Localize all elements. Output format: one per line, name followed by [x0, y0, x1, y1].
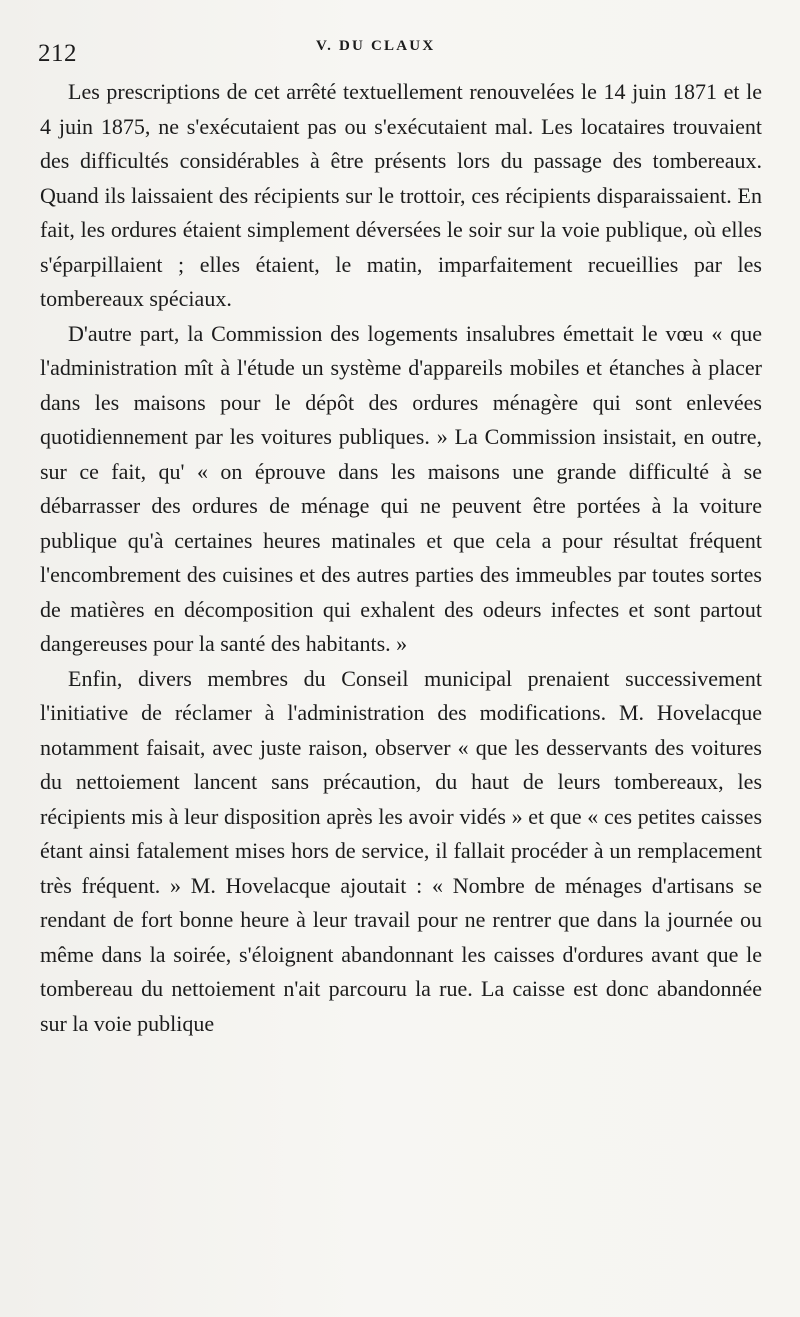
- paragraph: D'autre part, la Commission des logements insalubres émettait le vœu « que l'administration mît à l'étude un système d'appareils mobiles et étanches à placer dans les maisons pour le dépôt des ordures ménagère qui sont enlevées quotidiennement par les voitures publiques. » La Commission insistait, en outre, sur ce fait, qu' « on éprouve dans les maisons une grande difficulté à se débarrasser des ordures de ménage qui ne peuvent être portées à la voiture publique qu'à certaines heures matinales et que cela a pour résultat fréquent l'encombrement des cuisines et des autres parties des immeubles par toutes sortes de matières en décomposition qui exhalent des odeurs infectes et sont partout dangereuses pour la santé des habitants. »: [40, 320, 762, 656]
- page-number: 212: [38, 40, 77, 67]
- paragraph: Enfin, divers membres du Conseil municipal prenaient successivement l'initiative de réclamer à l'administration des modifications. M. Hovelacque notamment faisait, avec juste raison, observer « que les desservants des voitures du nettoiement lancent sans précaution, du haut de leurs tombereaux, les récipients mis à leur disposition après les avoir vidés » et que « ces petites caisses étant ainsi fatalement mises hors de service, il fallait procéder à un remplacement très fréquent. » M. Hovelacque ajoutait : « Nombre de ménages d'artisans se rendant de fort bonne heure à leur travail pour ne rentrer que dans la journée ou même dans la soirée, s'éloignent abandonnant les caisses d'ordures avant que le tombereau du nettoiement n'ait parcouru la rue. La caisse est donc abandonnée sur la voie publique: [40, 665, 762, 1036]
- page-header: [38, 32, 762, 72]
- paragraph: Les prescriptions de cet arrêté textuellement renouvelées le 14 juin 1871 et le 4 juin 1875, ne s'exécutaient pas ou s'exécutaient mal. Les locataires trouvaient des difficultés considérables à être présents lors du passage des tombereaux. Quand ils laissaient des récipients sur le trottoir, ces récipients disparaissaient. En fait, les ordures étaient simplement déversées le soir sur la voie publique, où elles s'éparpillaient ; elles étaient, le matin, imparfaitement recueillies par les tombereaux spéciaux.: [40, 79, 762, 311]
- running-head: V. DU CLAUX: [316, 38, 436, 54]
- body-text: [40, 75, 762, 1041]
